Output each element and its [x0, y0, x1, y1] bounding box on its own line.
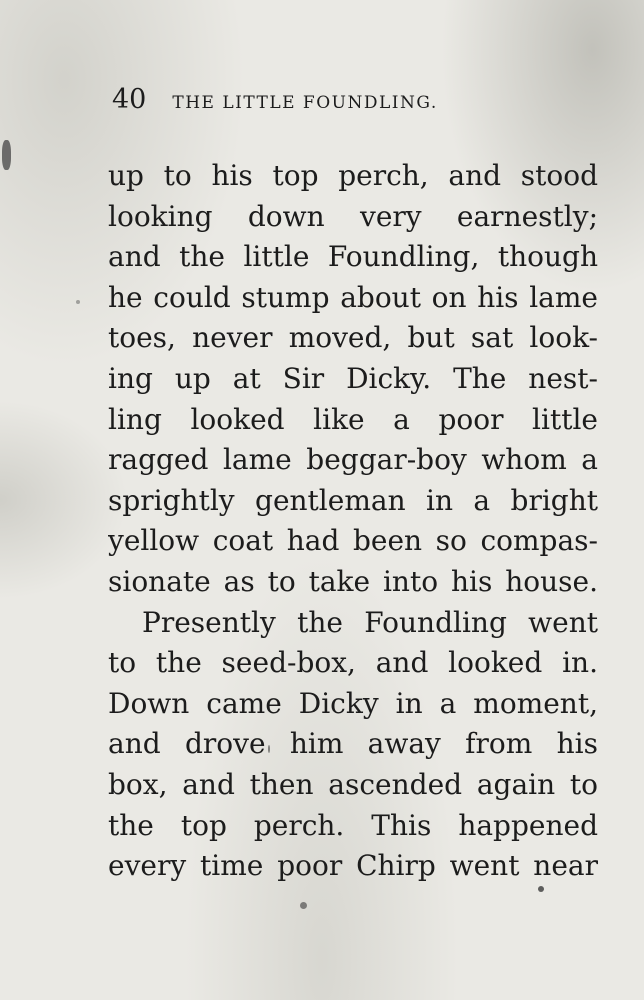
text-line: to the seed-box, and looked in.	[108, 646, 598, 680]
ink-spot	[76, 300, 80, 304]
ink-spot	[538, 886, 544, 892]
body-text	[108, 156, 598, 887]
text-line: Down came Dicky in a moment,	[108, 686, 598, 720]
text-line: every time poor Chirp went near	[108, 849, 598, 883]
text-line: and the little Foundling, though	[108, 240, 598, 274]
ink-spot	[300, 902, 307, 909]
text-line: sionate as to take into his house.	[108, 564, 598, 598]
text-line: ragged lame beggar-boy whom a	[108, 443, 598, 477]
text-line: yellow coat had been so compas-	[108, 524, 598, 558]
page-header	[112, 84, 532, 120]
text-line: looking down very earnestly;	[108, 199, 598, 233]
text-line: toes, never moved, but sat look-	[108, 321, 598, 355]
text-line: ing up at Sir Dicky. The nest-	[108, 361, 598, 395]
paragraph-start-line: Presently the Foundling went	[142, 605, 598, 639]
text-line: ling looked like a poor little	[108, 402, 598, 436]
text-line: he could stump about on his lame	[108, 280, 598, 314]
text-line: the top perch. This happened	[108, 808, 598, 842]
text-line: box, and then ascended again to	[108, 767, 598, 801]
running-head: THE LITTLE FOUNDLING.	[172, 93, 438, 113]
page-number: 40	[112, 84, 147, 115]
ink-spot	[2, 140, 11, 170]
text-line: and drove him away from his	[108, 727, 598, 761]
text-line: up to his top perch, and stood	[108, 159, 598, 192]
text-line: sprightly gentleman in a bright	[108, 483, 598, 517]
